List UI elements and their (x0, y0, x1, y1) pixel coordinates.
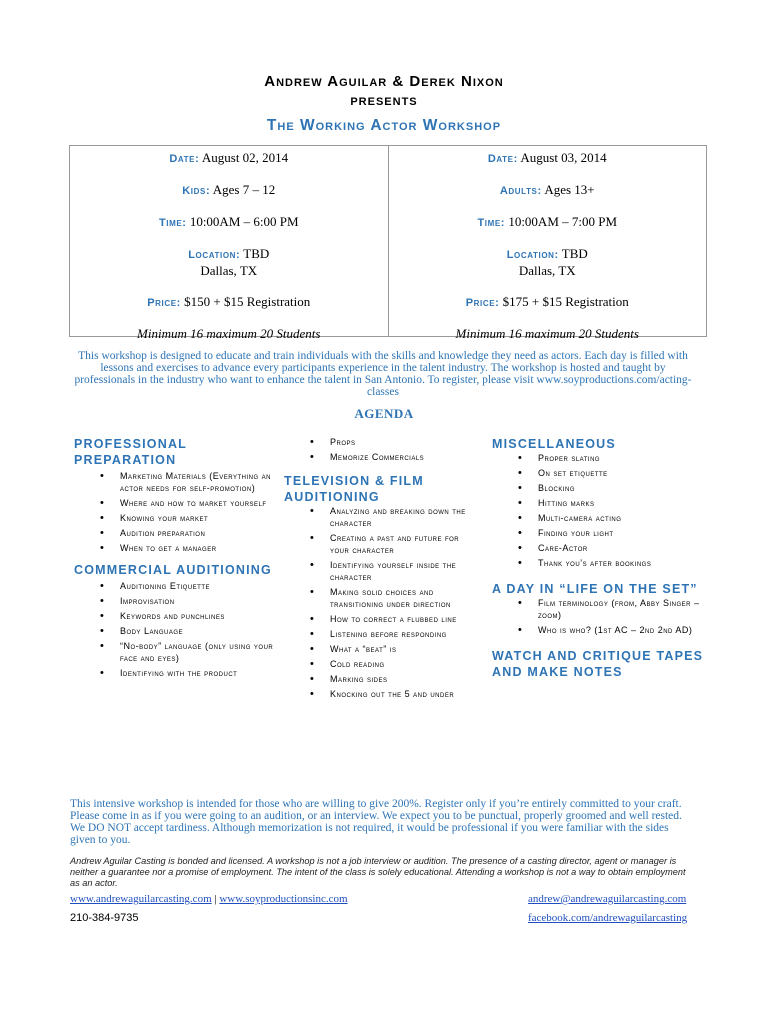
props-list (284, 436, 474, 463)
list-item: • Proper slating (538, 452, 707, 464)
list-item: • Identifying with the product (120, 667, 274, 679)
schedule-adults-column (388, 146, 707, 341)
time-row (389, 214, 707, 231)
schedule-table (69, 145, 707, 341)
list-item: • Hitting marks (538, 497, 707, 509)
list-item: • Making solid choices and transitioning under direction (330, 586, 474, 610)
list-item: • Analyzing and breaking down the character (330, 505, 474, 529)
adults-label: Adults: (499, 185, 542, 197)
age-value: Ages 7 – 12 (212, 182, 276, 197)
date-value: August 02, 2014 (201, 150, 289, 165)
section-heading-television: TELEVISION & FILM AUDITIONING (284, 474, 424, 504)
list-item: • What a “beat” is (330, 643, 474, 655)
email-link[interactable]: andrew@andrewaguilarcasting.com (528, 893, 687, 905)
list-item: • Keywords and punchlines (120, 610, 274, 622)
section-heading-life: A DAY IN “LIFE ON THE SET” (492, 582, 698, 596)
website-links (70, 893, 348, 905)
list-item: • Care-Actor (538, 542, 707, 554)
disclaimer-paragraph: Andrew Aguilar Casting is bonded and licensed. A workshop is not a job interview or audition. The presence of a casting director, agent or manager is neither a guarantee nor a promise of employment. The intent of the class is solely educational. Attending a workshop is not a way to obtain employment as an actor. (70, 856, 686, 888)
agenda-heading: AGENDA (354, 406, 414, 421)
age-value: Ages 13+ (544, 182, 595, 197)
schedule-kids-column (70, 146, 388, 341)
price-value: $150 + $15 Registration (184, 294, 311, 309)
price-row (70, 294, 388, 311)
date-label: Date: (487, 153, 518, 165)
agenda-column-2 (284, 436, 474, 710)
price-label: Price: (147, 297, 181, 309)
list-item: • Film terminology (from, Abby Singer – zoom) (538, 597, 707, 621)
misc-list (492, 452, 707, 569)
website-link-aguilar[interactable]: www.andrewaguilarcasting.com (70, 893, 212, 905)
time-value: 10:00AM – 6:00 PM (189, 214, 299, 229)
time-label: Time: (477, 217, 506, 229)
list-item: • Marking sides (330, 673, 474, 685)
city-value: Dallas, TX (518, 263, 576, 278)
section-heading-misc: MISCELLANEOUS (492, 437, 616, 451)
professional-list (74, 470, 274, 554)
intro-paragraph: This workshop is designed to educate and train individuals with the skills and knowledge they need as actors. Each day is filled with lessons and exercises to advance every participants experience in the talent industry. The workshop is hosted and taught by professionals in the industry who want to enhance the talent in San Antonio. To register, please visit www.soyproductions.com/acting-classes (74, 350, 692, 398)
list-item: • How to correct a flubbed line (330, 613, 474, 625)
price-label: Price: (465, 297, 500, 309)
date-label: Date: (169, 153, 200, 165)
time-row (70, 214, 388, 231)
date-value: August 03, 2014 (520, 150, 607, 165)
list-item: • Finding your light (538, 527, 707, 539)
agenda-column-1 (74, 436, 274, 687)
presenter-names: Andrew Aguilar & Derek Nixon (264, 73, 504, 90)
capacity-note: Minimum 16 maximum 20 Students (455, 326, 639, 341)
location-label: Location: (506, 249, 559, 261)
list-item: • When to get a manager (120, 542, 274, 554)
list-item: • On set etiquette (538, 467, 707, 479)
capacity-note: Minimum 16 maximum 20 Students (137, 326, 321, 341)
age-row (389, 182, 707, 199)
location-row (70, 246, 388, 279)
list-item: • Auditioning Etiquette (120, 580, 274, 592)
location-value: TBD (243, 246, 270, 261)
list-item: • Cold reading (330, 658, 474, 670)
list-item: • Memorize Commercials (330, 451, 474, 463)
list-item: • Improvisation (120, 595, 274, 607)
workshop-title: The Working Actor Workshop (266, 117, 502, 134)
list-item: • Where and how to market yourself (120, 497, 274, 509)
list-item: • Audition preparation (120, 527, 274, 539)
time-label: Time: (158, 217, 187, 229)
location-row (389, 246, 707, 279)
kids-label: Kids: (182, 185, 211, 197)
age-row (70, 182, 388, 199)
website-link-soy[interactable]: www.soyproductionsinc.com (219, 893, 348, 905)
city-value: Dallas, TX (200, 263, 258, 278)
list-item: • Knocking out the 5 and under (330, 688, 474, 700)
website-separator: | (211, 893, 220, 905)
time-value: 10:00AM – 7:00 PM (508, 214, 618, 229)
list-item: • Props (330, 436, 474, 448)
commitment-paragraph: This intensive workshop is intended for those who are willing to give 200%. Register only if you’re entirely committed to your craft. Please come in as if you were going to an audition, or an interview. We expect you to be punctual, properly groomed and well rested. We DO NOT accept tardiness. Although memorization is not required, it would be professional if you were familiar with the sides given to you. (70, 798, 682, 846)
list-item: • Multi-camera acting (538, 512, 707, 524)
facebook-link[interactable]: facebook.com/andrewaguilarcasting (528, 912, 688, 924)
list-item: • Creating a past and future for your character (330, 532, 474, 556)
presenters-heading (0, 72, 768, 110)
date-row (389, 150, 707, 167)
section-heading-commercial: COMMERCIAL AUDITIONING (74, 563, 272, 577)
price-row (389, 294, 707, 311)
commercial-list (74, 580, 274, 679)
date-row (70, 150, 388, 167)
list-item: • Marketing Materials (Everything an actor needs for self-promotion) (120, 470, 274, 494)
list-item: • “No-body” language (only using your face and eyes) (120, 640, 274, 664)
section-heading-professional: PROFESSIONAL PREPARATION (74, 437, 187, 467)
television-list (284, 505, 474, 700)
location-value: TBD (561, 246, 588, 261)
list-item: • Identifying yourself inside the character (330, 559, 474, 583)
presents-label: presents (350, 92, 418, 109)
agenda-column-3 (492, 436, 707, 680)
life-list (492, 597, 707, 636)
list-item: • Listening before responding (330, 628, 474, 640)
phone-number: 210-384-9735 (70, 912, 139, 924)
list-item: • Who is who? (1st AC – 2nd 2nd AD) (538, 624, 707, 636)
list-item: • Knowing your market (120, 512, 274, 524)
section-heading-watch: WATCH AND CRITIQUE TAPES AND MAKE NOTES (492, 649, 704, 679)
location-label: Location: (188, 249, 241, 261)
list-item: • Blocking (538, 482, 707, 494)
list-item: • Thank you’s after bookings (538, 557, 707, 569)
price-value: $175 + $15 Registration (502, 294, 629, 309)
list-item: • Body Language (120, 625, 274, 637)
